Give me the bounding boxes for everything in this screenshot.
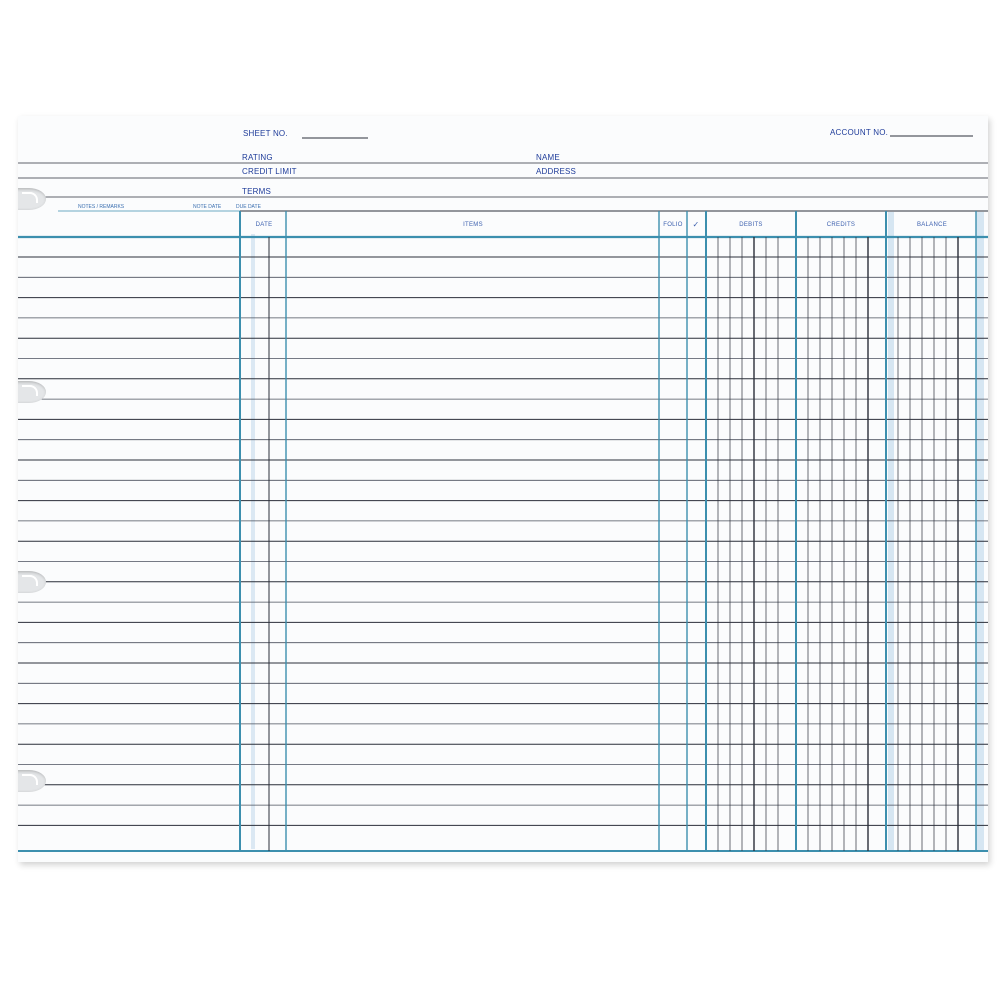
sheet-no-label: SHEET NO. (243, 129, 288, 138)
balance-shade-1 (888, 212, 894, 852)
column-header-credits: CREDITS (826, 222, 856, 228)
left-header-notes: NOTES / REMARKS (78, 204, 125, 210)
account-no-label: ACCOUNT NO. (830, 128, 889, 137)
column-header-debits: DEBITS (739, 222, 763, 228)
rating-label: RATING (242, 153, 273, 162)
terms-label: TERMS (242, 187, 271, 196)
address-label: ADDRESS (536, 167, 577, 176)
ledger-sheet (18, 116, 988, 862)
left-header-due-date: DUE DATE (236, 204, 261, 210)
column-header-date: DATE (255, 222, 273, 228)
name-label: NAME (536, 153, 560, 162)
credit-limit-label: CREDIT LIMIT (242, 167, 297, 176)
left-header-note-date: NOTE DATE (193, 204, 222, 210)
column-header-items: ITEMS (463, 222, 483, 228)
column-header-check: ✓ (692, 220, 700, 229)
balance-shade-2 (976, 212, 984, 852)
column-header-balance: BALANCE (916, 222, 948, 228)
column-header-folio: FOLIO (663, 222, 683, 228)
